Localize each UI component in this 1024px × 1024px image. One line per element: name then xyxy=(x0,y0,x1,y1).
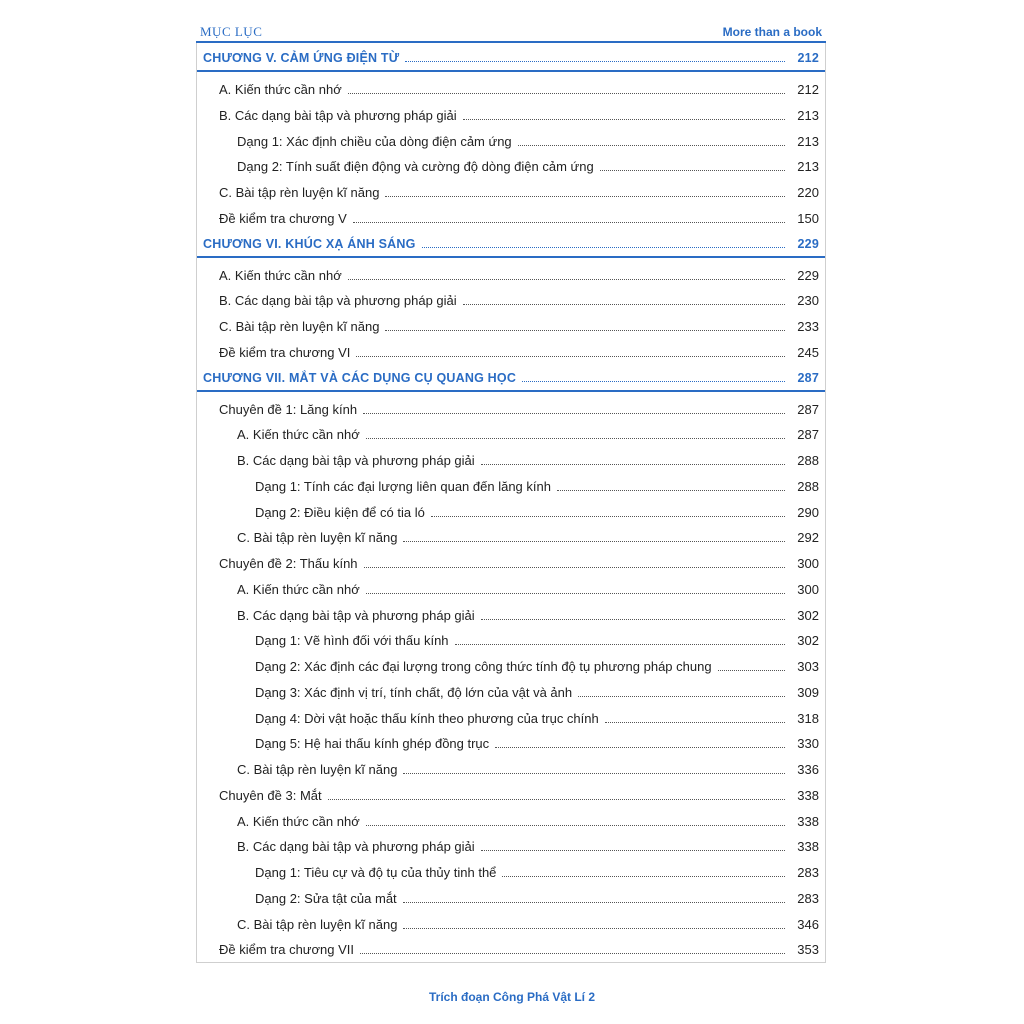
page-number: 283 xyxy=(797,890,819,906)
toc-entry xyxy=(255,711,819,727)
page-number: 287 xyxy=(797,370,819,385)
entry-title: Chuyên đề 1: Lăng kính xyxy=(219,401,358,417)
header-slogan: More than a book xyxy=(722,25,822,39)
entry-title: Dạng 1: Xác định chiều của dòng điện cảm ứng xyxy=(237,133,512,149)
toc-entry xyxy=(219,788,819,804)
entry-title: C. Bài tập rèn luyện kĩ năng xyxy=(237,916,398,932)
toc-entry xyxy=(237,762,819,778)
page-number: 245 xyxy=(797,344,819,360)
entry-title: C. Bài tập rèn luyện kĩ năng xyxy=(219,185,380,200)
page-number: 229 xyxy=(797,267,819,283)
dot-leader xyxy=(518,145,785,146)
dot-leader xyxy=(348,279,785,280)
entry-title: Dạng 2: Tính suất điện động và cường độ dòng điện cảm ứng xyxy=(237,159,594,175)
toc-entry xyxy=(219,211,819,227)
entry-title: B. Các dạng bài tập và phương pháp giải xyxy=(237,607,475,623)
dot-leader xyxy=(600,170,785,171)
entry-title: Dạng 5: Hệ hai thấu kính ghép đồng trục xyxy=(255,736,490,752)
entry-title: C. Bài tập rèn luyện kĩ năng xyxy=(237,762,398,777)
entry-title: C. Bài tập rèn luyện kĩ năng xyxy=(219,319,380,334)
dot-leader xyxy=(463,304,785,305)
toc-entry xyxy=(237,134,819,150)
dot-leader xyxy=(348,93,785,94)
toc-entry xyxy=(237,582,819,598)
dot-leader xyxy=(356,356,785,357)
page-footer: Trích đoạn Công Phá Vật Lí 2 xyxy=(428,990,596,1004)
dot-leader xyxy=(405,61,785,62)
entry-title: Đề kiểm tra chương VI xyxy=(219,344,351,360)
toc-entry xyxy=(237,159,819,175)
dot-leader xyxy=(481,850,785,851)
entry-title: B. Các dạng bài tập và phương pháp giải xyxy=(219,293,457,309)
entry-title: Chuyên đề 2: Thấu kính xyxy=(219,556,358,571)
toc-entry xyxy=(219,402,819,418)
toc-entry xyxy=(219,556,819,572)
page-number: 346 xyxy=(797,916,819,932)
chapter-title: CHƯƠNG VI. KHÚC XẠ ÁNH SÁNG xyxy=(203,236,416,251)
page-number: 220 xyxy=(797,185,819,200)
page-number: 213 xyxy=(797,159,819,175)
dot-leader xyxy=(366,593,785,594)
page-number: 288 xyxy=(797,478,819,494)
toc-entry xyxy=(219,942,819,958)
dot-leader xyxy=(522,381,785,382)
page-number: 338 xyxy=(797,839,819,855)
page-number: 353 xyxy=(797,942,819,958)
page-number: 336 xyxy=(797,762,819,777)
dot-leader xyxy=(403,541,785,542)
page-number: 233 xyxy=(797,319,819,334)
dot-leader xyxy=(385,330,785,331)
entry-title: Đề kiểm tra chương VII xyxy=(219,942,354,958)
dot-leader xyxy=(366,438,785,439)
dot-leader xyxy=(403,902,785,903)
page-number: 212 xyxy=(797,82,819,97)
toc-chapter-heading xyxy=(203,50,819,66)
page-number: 287 xyxy=(797,401,819,417)
table-of-contents xyxy=(196,43,826,963)
chapter-title: CHƯƠNG VII. MẮT VÀ CÁC DỤNG CỤ QUANG HỌC xyxy=(203,370,517,385)
header-section-title: MỤC LỤC xyxy=(200,24,263,39)
page-number: 290 xyxy=(797,504,819,520)
entry-title: A. Kiến thức cần nhớ xyxy=(219,267,342,283)
dot-leader xyxy=(353,222,785,223)
toc-entry xyxy=(219,345,819,361)
toc-entry xyxy=(237,453,819,469)
entry-title: Dạng 2: Điều kiện để có tia ló xyxy=(255,504,425,520)
chapter-rule xyxy=(197,256,825,258)
dot-leader xyxy=(366,825,785,826)
entry-title: Dạng 2: Xác định các đại lượng trong công thức tính độ tụ phương pháp chung xyxy=(255,659,712,674)
toc-entry xyxy=(255,736,819,752)
page-number: 292 xyxy=(797,530,819,546)
toc-entry xyxy=(237,530,819,546)
entry-title: A. Kiến thức cần nhớ xyxy=(237,427,360,443)
page-number: 212 xyxy=(797,51,819,65)
toc-entry xyxy=(255,479,819,495)
page-number: 150 xyxy=(797,210,819,226)
dot-leader xyxy=(385,196,785,197)
page-number: 302 xyxy=(797,633,819,649)
chapter-rule xyxy=(197,390,825,392)
toc-entry xyxy=(237,427,819,443)
entry-title: B. Các dạng bài tập và phương pháp giải xyxy=(219,107,457,123)
toc-chapter-heading xyxy=(203,370,819,386)
entry-title: A. Kiến thức cần nhớ xyxy=(237,581,360,597)
entry-title: C. Bài tập rèn luyện kĩ năng xyxy=(237,530,398,546)
dot-leader xyxy=(360,953,785,954)
entry-title: A. Kiến thức cần nhớ xyxy=(237,813,360,829)
dot-leader xyxy=(605,722,785,723)
page-number: 230 xyxy=(797,293,819,309)
toc-entry xyxy=(219,82,819,98)
page-number: 338 xyxy=(797,787,819,803)
toc-entry xyxy=(219,185,819,201)
dot-leader xyxy=(502,876,785,877)
page-number: 303 xyxy=(797,659,819,674)
entry-title: Dạng 1: Tính các đại lượng liên quan đến lăng kính xyxy=(255,478,551,494)
dot-leader xyxy=(481,464,785,465)
toc-entry xyxy=(237,814,819,830)
page-number: 213 xyxy=(797,107,819,123)
page-number: 300 xyxy=(797,581,819,597)
toc-entry xyxy=(237,608,819,624)
dot-leader xyxy=(718,670,785,671)
page-number: 338 xyxy=(797,813,819,829)
page-header xyxy=(200,22,822,42)
dot-leader xyxy=(481,619,785,620)
page-number: 300 xyxy=(797,556,819,571)
dot-leader xyxy=(328,799,785,800)
dot-leader xyxy=(455,644,785,645)
page-number: 309 xyxy=(797,684,819,700)
entry-title: A. Kiến thức cần nhớ xyxy=(219,82,342,97)
dot-leader xyxy=(422,247,785,248)
toc-entry xyxy=(219,293,819,309)
dot-leader xyxy=(431,516,785,517)
toc-entry xyxy=(237,917,819,933)
toc-entry xyxy=(255,685,819,701)
entry-title: Chuyên đề 3: Mắt xyxy=(219,787,322,803)
dot-leader xyxy=(363,413,785,414)
dot-leader xyxy=(463,119,785,120)
toc-entry xyxy=(237,839,819,855)
toc-entry xyxy=(255,505,819,521)
toc-entry xyxy=(255,891,819,907)
page-number: 330 xyxy=(797,736,819,752)
entry-title: Dạng 3: Xác định vị trí, tính chất, độ lớn của vật và ảnh xyxy=(255,684,573,700)
toc-entry xyxy=(255,659,819,675)
entry-title: Dạng 2: Sửa tật của mắt xyxy=(255,890,397,906)
dot-leader xyxy=(364,567,785,568)
toc-entry xyxy=(219,268,819,284)
dot-leader xyxy=(578,696,785,697)
toc-entry xyxy=(255,633,819,649)
dot-leader xyxy=(403,928,785,929)
toc-entry xyxy=(219,319,819,335)
page-number: 229 xyxy=(797,236,819,251)
entry-title: Đề kiểm tra chương V xyxy=(219,210,347,226)
toc-chapter-heading xyxy=(203,236,819,252)
page-number: 213 xyxy=(797,133,819,149)
entry-title: B. Các dạng bài tập và phương pháp giải xyxy=(237,453,475,468)
entry-title: B. Các dạng bài tập và phương pháp giải xyxy=(237,839,475,855)
dot-leader xyxy=(495,747,785,748)
entry-title: Dạng 1: Vẽ hình đối với thấu kính xyxy=(255,633,449,649)
entry-title: Dạng 4: Dời vật hoặc thấu kính theo phương của trục chính xyxy=(255,710,599,726)
toc-entry xyxy=(219,108,819,124)
chapter-title: CHƯƠNG V. CẢM ỨNG ĐIỆN TỪ xyxy=(203,51,400,65)
entry-title: Dạng 1: Tiêu cự và độ tụ của thủy tinh thể xyxy=(255,865,497,880)
toc-entry xyxy=(255,865,819,881)
dot-leader xyxy=(403,773,785,774)
page-number: 318 xyxy=(797,710,819,726)
dot-leader xyxy=(557,490,785,491)
page-number: 302 xyxy=(797,607,819,623)
page-number: 283 xyxy=(797,865,819,880)
chapter-rule xyxy=(197,70,825,72)
page-number: 288 xyxy=(797,453,819,468)
page-number: 287 xyxy=(797,427,819,443)
